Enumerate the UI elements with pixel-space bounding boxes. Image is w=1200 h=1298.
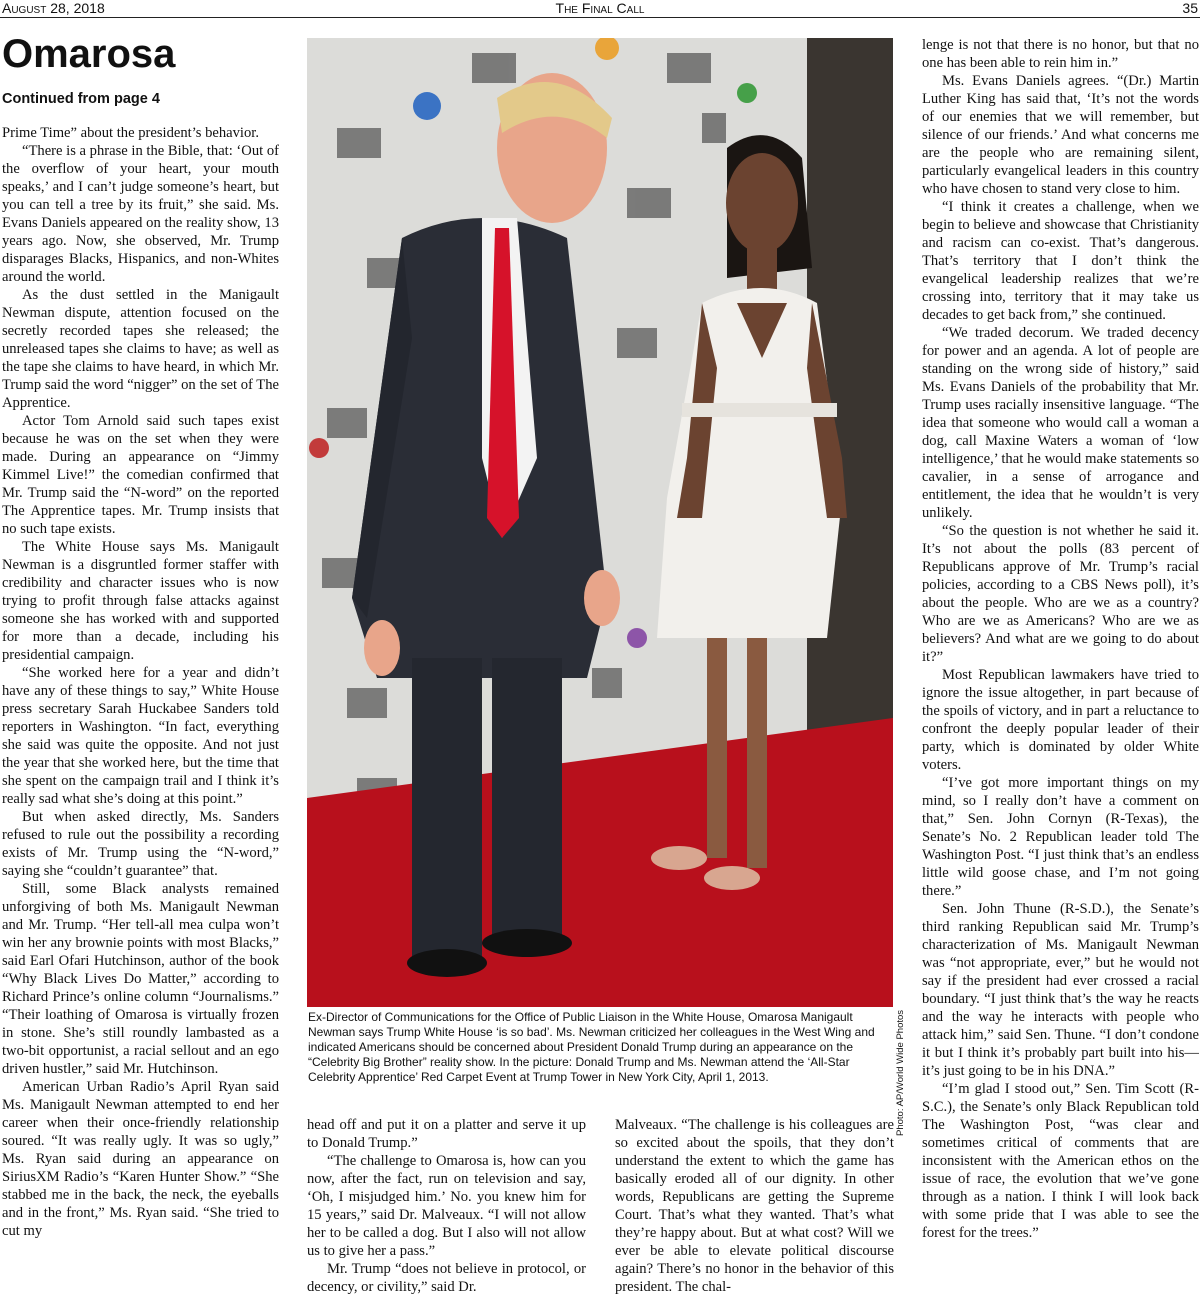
paragraph: “We traded decorum. We traded decency for power and an agenda. A lot of people are standing on the wrong side of history,” said Ms. Evans Daniels of the probability that Mr. Trump uses racially insensitive language. “The idea that someone who would call a woman a dog, call Maxine Waters a woman of ‘low intelligence,’ that he would make statements so cavalier, in a sense of arrogance and entitlement, the idea that he wouldn’t is very unlikely. — [922, 325, 1199, 521]
paragraph: “There is a phrase in the Bible, that: ‘Out of the overflow of your heart, your mouth speaks,’ and I can’t judge someone’s heart, but you can tell a tree by its fruit,” she said. Ms. Evans Daniels appeared on the reality show, 13 years ago. Now, she observed, Mr. Trump disparages Blacks, Hispanics, and non-Whites around the world. — [2, 143, 279, 285]
paragraph: Mr. Trump “does not believe in protocol, or decency, or civility,” said Dr. — [307, 1261, 586, 1295]
paragraph: “I think it creates a challenge, when we begin to believe and showcase that Christianity and racism can co-exist. That’s dangerous. That’s territory that I don’t think the evangelical leadership realizes that we’re crossing into, territory that it may take us decades to get back from,” she continued. — [922, 199, 1199, 323]
paragraph: “I’ve got more important things on my mind, so I really don’t have a comment on that,” Sen. John Cornyn (R-Texas), the Senate’s No. 2 Republican leader told The Washington Post. “I just think that’s an endless little wild goose chase, and I’m not going there.” — [922, 775, 1199, 899]
paragraph: Still, some Black analysts remained unforgiving of both Ms. Manigault Newman and Mr. Trump. “Her tell-all mea culpa won’t win her any brownie points with most Blacks,” said Earl Ofari Hutchinson, author of the book “Why Black Lives Do Matter,” according to Richard Prince’s online column “Journalisms.” “Their loathing of Omarosa is virtually frozen in stone. She’s still roundly lambasted as a two-bit opportunist, a racial sellout and an ego driven hustler,” said Mr. Hutchinson. — [2, 881, 279, 1077]
photo-caption: Ex-Director of Communications for the Office of Public Liaison in the White House, Omarosa Manigault Newman says Trump White House ‘is so bad’. Ms. Newman criticized her colleagues in the West Wing and indicated Americans should be concerned about President Donald Trump during an appearance on the “Celebrity Big Brother” reality show. In the picture: Donald Trump and Ms. Newman attend the ‘All-Star Celebrity Apprentice’ Red Carpet Event at Trump Tower in New York City, April 1, 2013. — [308, 1010, 875, 1084]
page-number: 35 — [1182, 0, 1198, 16]
issue-date: August 28, 2018 — [2, 0, 105, 16]
article-column-2 — [307, 1116, 586, 1296]
news-photo — [307, 38, 893, 1007]
paragraph: But when asked directly, Ms. Sanders refused to rule out the possibility a recording exists of Mr. Trump using the “N-word,” saying she “couldn’t guarantee” that. — [2, 809, 279, 879]
newspaper-name: The Final Call — [555, 0, 645, 16]
article-column-3 — [615, 1116, 894, 1296]
paragraph: The White House says Ms. Manigault Newman is a disgruntled former staffer with credibility and character issues who is now trying to profit through false attacks against someone she has worked with and supported for more than a decade, including his presidential campaign. — [2, 539, 279, 663]
paragraph: Most Republican lawmakers have tried to ignore the issue altogether, in part because of the spoils of victory, and in part a reluctance to confront the deeply popular leader of their party, which is dominated by older White voters. — [922, 667, 1199, 773]
paragraph: Ms. Evans Daniels agrees. “(Dr.) Martin Luther King has said that, ‘It’s not the words of our enemies that we will remember, but silence of our friends.’ And what concerns me are the people who are remaining silent, particularly evangelical leaders in this country who have chosen to stand very close to him. — [922, 73, 1199, 197]
paragraph: Actor Tom Arnold said such tapes exist because he was on the set when they were made. During an appearance on “Jimmy Kimmel Live!” the comedian confirmed that Mr. Trump said the “N-word” on the reported The Apprentice tapes. Mr. Trump insists that no such tape exists. — [2, 413, 279, 537]
article-column-1 — [2, 124, 279, 1298]
paragraph: Sen. John Thune (R-S.D.), the Senate’s third ranking Republican said Mr. Trump’s characterization of Ms. Manigault Newman was “not appropriate, ever,” but he would not say if the president had ever crossed a racial boundary. “I just think that’s the way he reacts and the way he interacts with people who attack him,” said Sen. Thune. “I don’t condone it but I think it’s probably part built into his—it’s just going to be in his DNA.” — [922, 901, 1199, 1079]
continued-from: Continued from page 4 — [2, 91, 160, 107]
photo-credit: Photo: AP/World Wide Photos — [895, 1009, 906, 1136]
paragraph: lenge is not that there is no honor, but that no one has been able to rein him in.” — [922, 37, 1199, 71]
paragraph: “I’m glad I stood out,” Sen. Tim Scott (R-S.C.), the Senate’s only Black Republican told The Washington Post, “was clear and sometimes critical of comments that are inconsistent with the American ethos on the issue of race, the evolution that we’ve gone through as a nation. I think I will look back with some pride that I was able to see the forest for the trees.” — [922, 1081, 1199, 1241]
paragraph: “So the question is not whether he said it. It’s not about the polls (83 percent of Republicans approve of Mr. Trump’s racial policies, according to a CBS News poll), it’s about the people. Who are we as a country? Who are we as Americans? Who are we as believers? And what are we going to do about it?” — [922, 523, 1199, 665]
article-headline: Omarosa — [2, 32, 176, 76]
paragraph: head off and put it on a platter and serve it up to Donald Trump.” — [307, 1117, 586, 1151]
page-header — [0, 0, 1200, 18]
paragraph: American Urban Radio’s April Ryan said Ms. Manigault Newman attempted to end her career when their once-friendly relationship soured. “It was really ugly. It was so ugly,” Ms. Ryan said during an appearance on SiriusXM Radio’s “Karen Hunter Show.” “She stabbed me in the back, the neck, the eyeballs and in the front,” Ms. Ryan said. “She tried to cut my — [2, 1079, 279, 1239]
paragraph: Malveaux. “The challenge is his colleagues are so excited about the spoils, that they don’t understand the extent to which the game has basically eroded all of our dignity. In other words, Republicans are getting the Supreme Court. That’s what they wanted. That’s what they’re happy about. But at what cost? Will we ever be able to elevate political discourse again? There’s no honor in the behavior of this president. The chal- — [615, 1117, 894, 1295]
article-column-4 — [922, 36, 1199, 1296]
photo-illustration — [307, 38, 893, 1007]
paragraph: “The challenge to Omarosa is, how can you now, after the fact, run on television and say, ‘Oh, I misjudged him.’ No. you knew him for 15 years,” said Dr. Malveaux. “I will not allow her to be called a dog. But I also will not allow us to give her a pass.” — [307, 1153, 586, 1259]
paragraph: Prime Time” about the president’s behavior. — [2, 125, 259, 141]
paragraph: “She worked here for a year and didn’t have any of these things to say,” White House press secretary Sarah Huckabee Sanders told reporters in Washington. “In fact, everything she said was quite the opposite. And not just the year that she worked here, but the time that she spent on the campaign trail and I think it’s really sad what she’s doing at this point.” — [2, 665, 279, 807]
paragraph: As the dust settled in the Manigault Newman dispute, attention focused on the secretly recorded tapes she released; the unreleased tapes she claims to have; as well as the tape she claims to have heard, in which Mr. Trump said the word “nigger” on the set of The Apprentice. — [2, 287, 279, 411]
